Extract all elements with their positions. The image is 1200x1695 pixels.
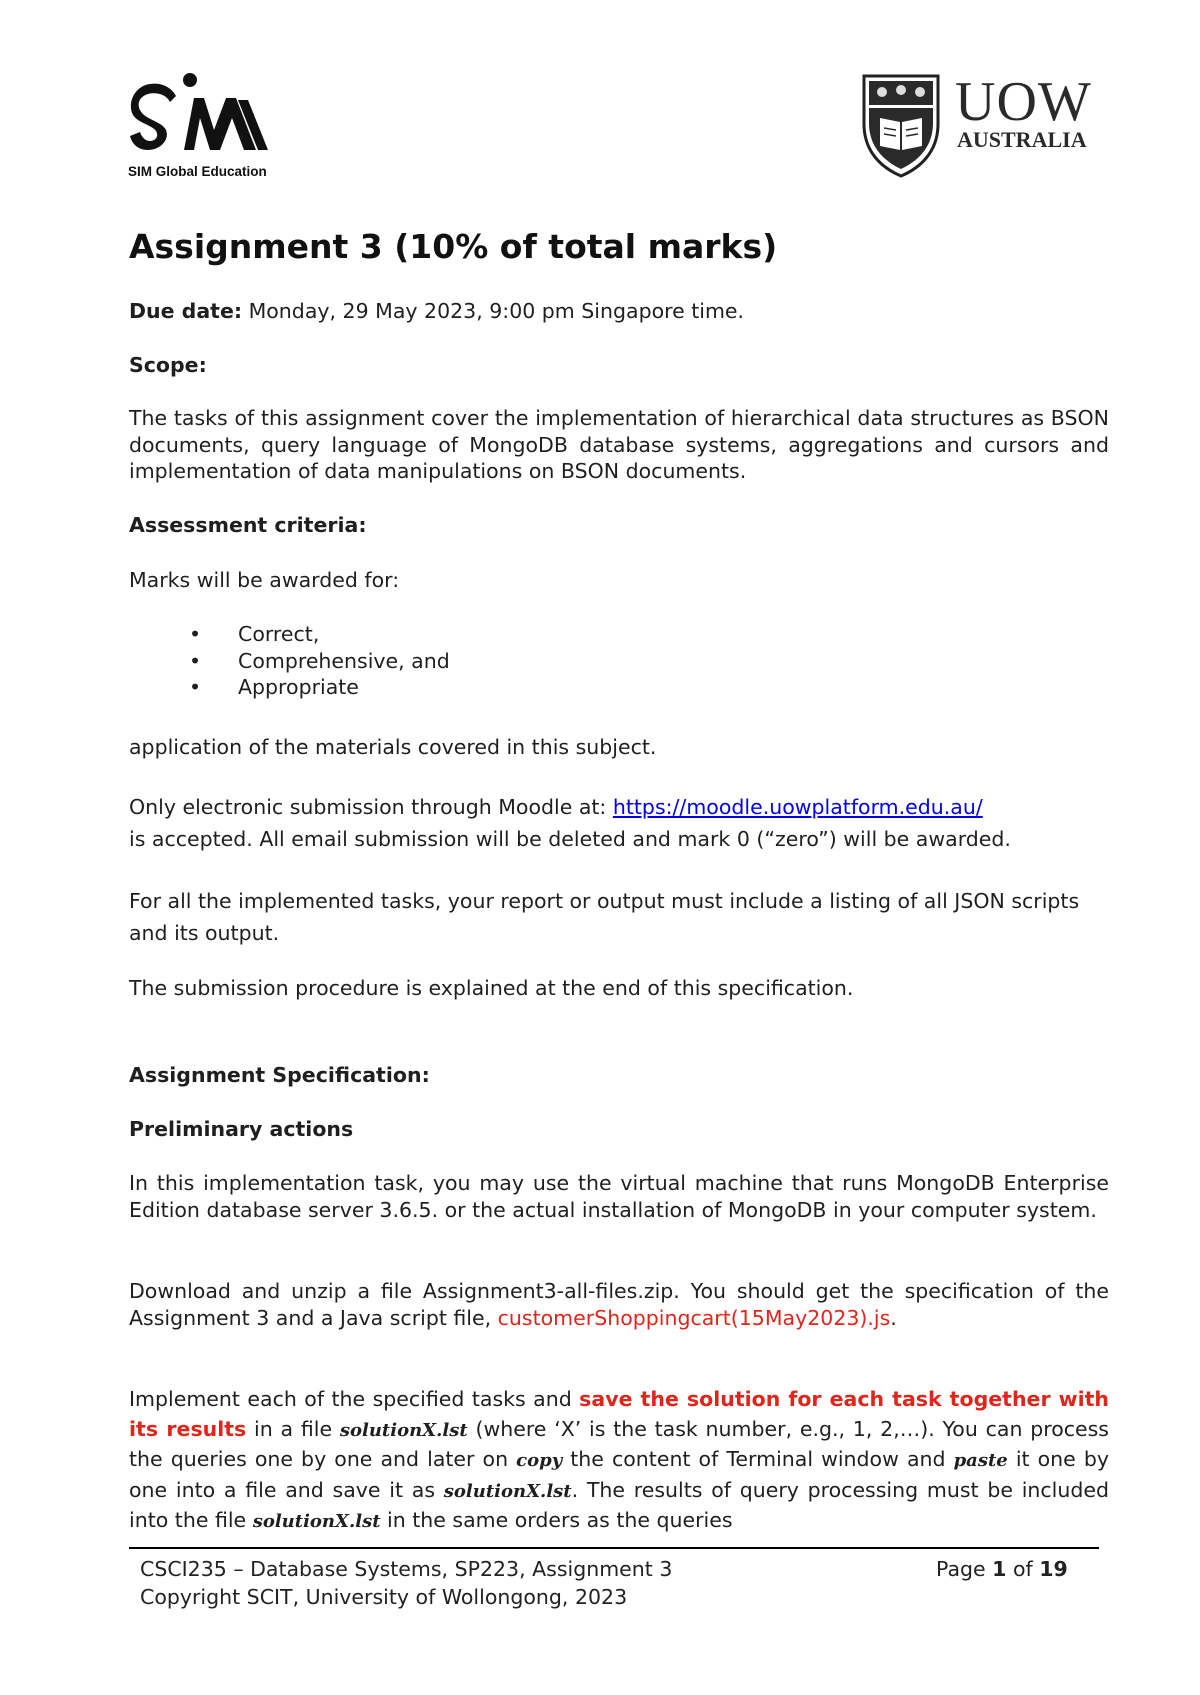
bullet-icon: •: [189, 622, 202, 646]
emphasis-text: save the solution for each task together with its results: [129, 1387, 1109, 1441]
criteria-list: [129, 621, 450, 701]
sim-logo: [128, 70, 288, 185]
scope-heading: Scope:: [129, 353, 207, 377]
submission-text: Only electronic submission through Moodle at: https://moodle.uowplatform.edu.au/ is accepted. All email submission will be deleted and mark 0 (“zero”) will be awarded.: [129, 795, 1011, 851]
uow-logo-subtitle: AUSTRALIA: [957, 127, 1087, 152]
sim-logo-text: SIM Global Education: [128, 164, 267, 179]
footer-copyright: Copyright SCIT, University of Wollongong, 2023: [140, 1585, 628, 1609]
page-title: Assignment 3 (10% of total marks): [129, 227, 778, 266]
uow-crest-icon: [860, 72, 942, 178]
js-file-name: customerShoppingcart(15May2023).js: [497, 1305, 891, 1330]
list-item: • Comprehensive, and: [189, 648, 450, 673]
procedure-note: The submission procedure is explained at the end of this specification.: [129, 976, 854, 1000]
due-date-value: Monday, 29 May 2023, 9:00 pm Singapore time.: [242, 299, 745, 323]
prelim-paragraph: In this implementation task, you may use the virtual machine that runs MongoDB Enterprise Edition database server 3.6.5. or the actual installation of MongoDB in your computer system.: [129, 1171, 1109, 1222]
assessment-intro: Marks will be awarded for:: [129, 568, 400, 592]
bullet-icon: •: [189, 675, 202, 699]
listing-note: For all the implemented tasks, your report or output must include a listing of all JSON scripts and its output.: [129, 889, 1080, 945]
assessment-outro: application of the materials covered in this subject.: [129, 735, 657, 759]
list-item: • Correct,: [189, 622, 320, 646]
scope-text: The tasks of this assignment cover the implementation of hierarchical data structures as BSON documents, query language of MongoDB database systems, aggregations and cursors and implementation of data manipulations on BSON documents.: [129, 406, 1109, 483]
page-number: Page 1 of 19: [936, 1557, 1068, 1581]
sim-logo-mark: [128, 70, 288, 170]
bullet-icon: •: [189, 648, 202, 673]
spec-heading: Assignment Specification:: [129, 1063, 430, 1087]
due-date: [129, 298, 1109, 324]
prelim-heading: Preliminary actions: [129, 1117, 354, 1141]
due-date-label: Due date:: [129, 299, 243, 323]
list-item: • Appropriate: [189, 675, 359, 699]
assessment-heading: Assessment criteria:: [129, 513, 367, 537]
implement-paragraph: Implement each of the specified tasks and save the solution for each task together with its results in a file solutionX.lst (where ‘X’ is the task number, e.g., 1, 2,…). You can process the queries one by one and later on copy the content of Terminal window and paste it one by one into a file and save it as solutionX.lst. The results of query processing must be included into the file solutionX.lst in the same orders as the queries: [129, 1387, 1110, 1532]
footer-divider: [129, 1547, 1099, 1549]
uow-logo-title: UOW: [955, 71, 1092, 133]
download-paragraph: Download and unzip a file Assignment3-all-files.zip. You should get the specification of the Assignment 3 and a Java script file, customerShoppingcart(15May2023).js.: [129, 1279, 1109, 1330]
footer-course: CSCI235 – Database Systems, SP223, Assignment 3: [140, 1557, 673, 1581]
moodle-link[interactable]: https://moodle.uowplatform.edu.au/: [612, 795, 983, 819]
uow-logo: [860, 72, 1110, 182]
